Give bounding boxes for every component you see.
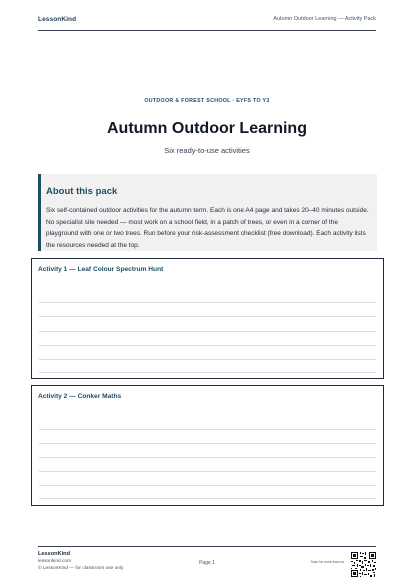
- page-subtitle: Six ready-to-use activities: [164, 146, 250, 155]
- page-footer: [38, 546, 376, 577]
- writing-line: [39, 316, 376, 317]
- writing-line: [39, 457, 376, 458]
- activity-card-1: [31, 258, 384, 379]
- about-box: [38, 174, 377, 251]
- section-kicker: OUTDOOR & FOREST SCHOOL · EYFS TO Y3: [144, 98, 270, 104]
- footer-brand: LessonKind: [38, 551, 71, 557]
- qr-caption: Scan for more from us: [310, 560, 344, 564]
- writing-line: [39, 372, 376, 373]
- writing-line: [39, 345, 376, 346]
- activity-2-title: Activity 2 — Conker Maths: [38, 393, 122, 400]
- header-document-title: Autumn Outdoor Learning — Activity Pack: [273, 16, 376, 22]
- writing-line: [39, 485, 376, 486]
- activity-card-2: [31, 385, 384, 506]
- qr-code-icon: [351, 552, 376, 577]
- footer-website: lessonkind.com: [38, 559, 72, 564]
- page-number: Page 1: [199, 560, 215, 566]
- header-brand: LessonKind: [38, 16, 77, 23]
- writing-line: [39, 429, 376, 430]
- about-text: Six self-contained outdoor activities for the autumn term. Each is one A4 page and takes 20–40 minutes outside. No specialist site needed — most work on a school field, in a patch of trees, or even in a corner of the playground with one or two trees. Run before your risk-assessment checklist (free download). Each activity lists the resources needed at the top.: [46, 207, 369, 249]
- page-header: [38, 14, 376, 31]
- about-heading: About this pack: [46, 186, 118, 197]
- writing-line: [39, 443, 376, 444]
- writing-line: [39, 331, 376, 332]
- activity-1-title: Activity 1 — Leaf Colour Spectrum Hunt: [38, 266, 164, 273]
- writing-line: [39, 359, 376, 360]
- footer-copyright: © LessonKind — for classroom use only: [38, 566, 124, 571]
- writing-line: [39, 471, 376, 472]
- writing-line: [39, 498, 376, 499]
- page-title: Autumn Outdoor Learning: [107, 120, 307, 137]
- writing-line: [39, 302, 376, 303]
